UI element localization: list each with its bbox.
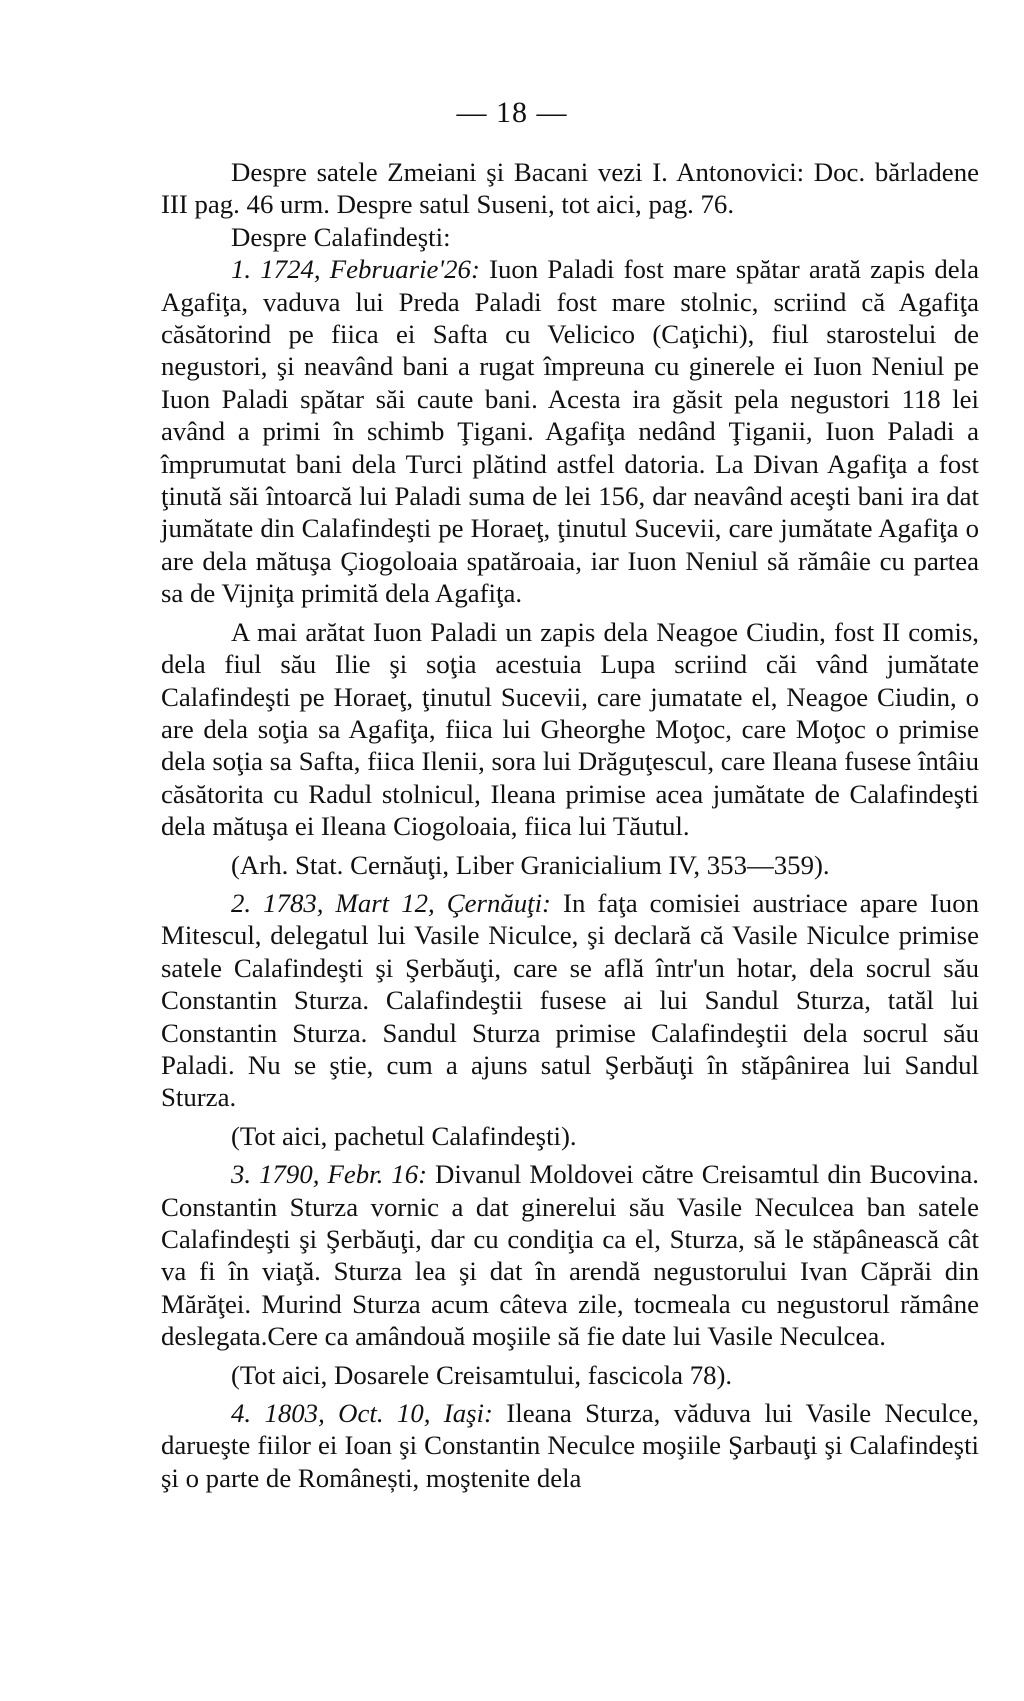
- entry-date: 1. 1724, Februarie'26:: [231, 254, 480, 285]
- source-citation: [161, 849, 979, 881]
- entry-date: 4. 1803, Oct. 10, Iaşi:: [231, 1398, 493, 1429]
- paragraph-text: (Tot aici, pachetul Calafindeşti).: [231, 1120, 577, 1151]
- page-number: — 18 —: [456, 96, 568, 129]
- paragraph: [161, 1397, 979, 1494]
- entry-date: 3. 1790, Febr. 16:: [231, 1159, 428, 1190]
- paragraph-text: In faţa comisiei austriace apare Iuon Mitescul, delegatul lui Vasile Niculce, şi declară că Vasile Niculce primise satele Calafindeşti şi Şerbăuţi, care se află într'un hotar, dela socrul său Constantin Sturza. Calafindeştii fusese ai lui Sandul Sturza, tatăl lui Constantin Sturza. Sandul Sturza primise Calafindeştii dela socrul său Paladi. Nu se ştie, cum a ajuns satul Şerbăuţi în stăpânirea lui Sandul Sturza.: [161, 887, 979, 1113]
- paragraph-text: (Tot aici, Dosarele Creisamtului, fascicola 78).: [231, 1359, 733, 1390]
- source-citation: [161, 1120, 979, 1152]
- paragraph-text: Despre Calafindeşti:: [231, 221, 451, 252]
- paragraph-text: A mai arătat Iuon Paladi un zapis dela Neagoe Ciudin, fost II comis, dela fiul său Ilie şi soţia acestuia Lupa scriind căi vând jumătate Calafindeşti pe Horaeţ, ţinutul Sucevii, care jumatate el, Neagoe Ciudin, o are dela soţia sa Agafiţa, fiica lui Gheorghe Moţoc, care Moţoc o primise dela soţia sa Safta, fiica Ilenii, sora lui Drăguţescul, care Ileana fusese întâiu căsătorita cu Radul stolnicul, Ileana primise acea jumătate de Calafindeşti dela mătuşa ei Ileana Ciogoloaia, fiica lui Tăutul.: [161, 616, 979, 842]
- paragraph: [161, 156, 979, 221]
- paragraph-text: Despre satele Zmeiani şi Bacani vezi I. Antonovici: Doc. bărladene III pag. 46 urm. Despre satul Suseni, tot aici, pag. 76.: [161, 157, 979, 220]
- entry-date: 2. 1783, Mart 12, Çernăuţi:: [231, 887, 551, 918]
- paragraph: [161, 1158, 979, 1352]
- paragraph: [161, 887, 979, 1114]
- paragraph-text: Ileana Sturza, văduva lui Vasile Neculce, darueşte fiilor ei Ioan şi Constantin Neculce moşiile Şarbauţi şi Calafindeşti şi o parte de Românești, moştenite dela: [161, 1398, 979, 1493]
- paragraph: [161, 253, 979, 609]
- paragraph-text: Iuon Paladi fost mare spătar arată zapis dela Agafiţa, vaduva lui Preda Paladi fost mare stolnic, scriind că Agafiţa căsătorind pe fiica ei Safta cu Velicico (Caţichi), fiul starostelui de negustori, şi neavând bani a rugat împreuna cu ginerele ei Iuon Neniul pe Iuon Paladi spătar săi caute bani. Acesta ira găsit pela negustori 118 lei având a primi în schimb Ţigani. Agafiţa nedând Ţiganii, Iuon Paladi a împrumutat bani dela Turci plătind astfel datoria. La Divan Agafiţa a fost ţinută săi întoarcă lui Paladi suma de lei 156, dar neavând aceşti bani ira dat jumătate din Calafindeşti pe Horaeţ, ţinutul Sucevii, care jumătate Agafiţa o are dela mătuşa Çiogoloaia spatăroaia, iar Iuon Neniul să rămâie cu partea sa de Vijniţa primită dela Agafiţa.: [161, 254, 979, 609]
- paragraph: [161, 616, 979, 843]
- source-citation: [161, 1359, 979, 1391]
- paragraph-text: Divanul Moldovei către Creisamtul din Bucovina. Constantin Sturza vornic a dat ginerelui său Vasile Neculcea ban satele Calafindeşti şi Şerbăuţi, dar cu condiţia ca el, Sturza, să le stăpânească cât va fi în viaţă. Sturza lea şi dat în arendă negustorului Ivan Căprăi din Mărăţei. Murind Sturza acum câteva zile, tocmeala cu negustorul rămâne deslegata.Cere ca amândouă moşiile să fie date lui Vasile Neculcea.: [161, 1159, 979, 1352]
- body-text: [161, 156, 979, 1494]
- paragraph-text: (Arh. Stat. Cernăuţi, Liber Granicialium IV, 353—359).: [231, 849, 830, 880]
- paragraph: [161, 221, 979, 253]
